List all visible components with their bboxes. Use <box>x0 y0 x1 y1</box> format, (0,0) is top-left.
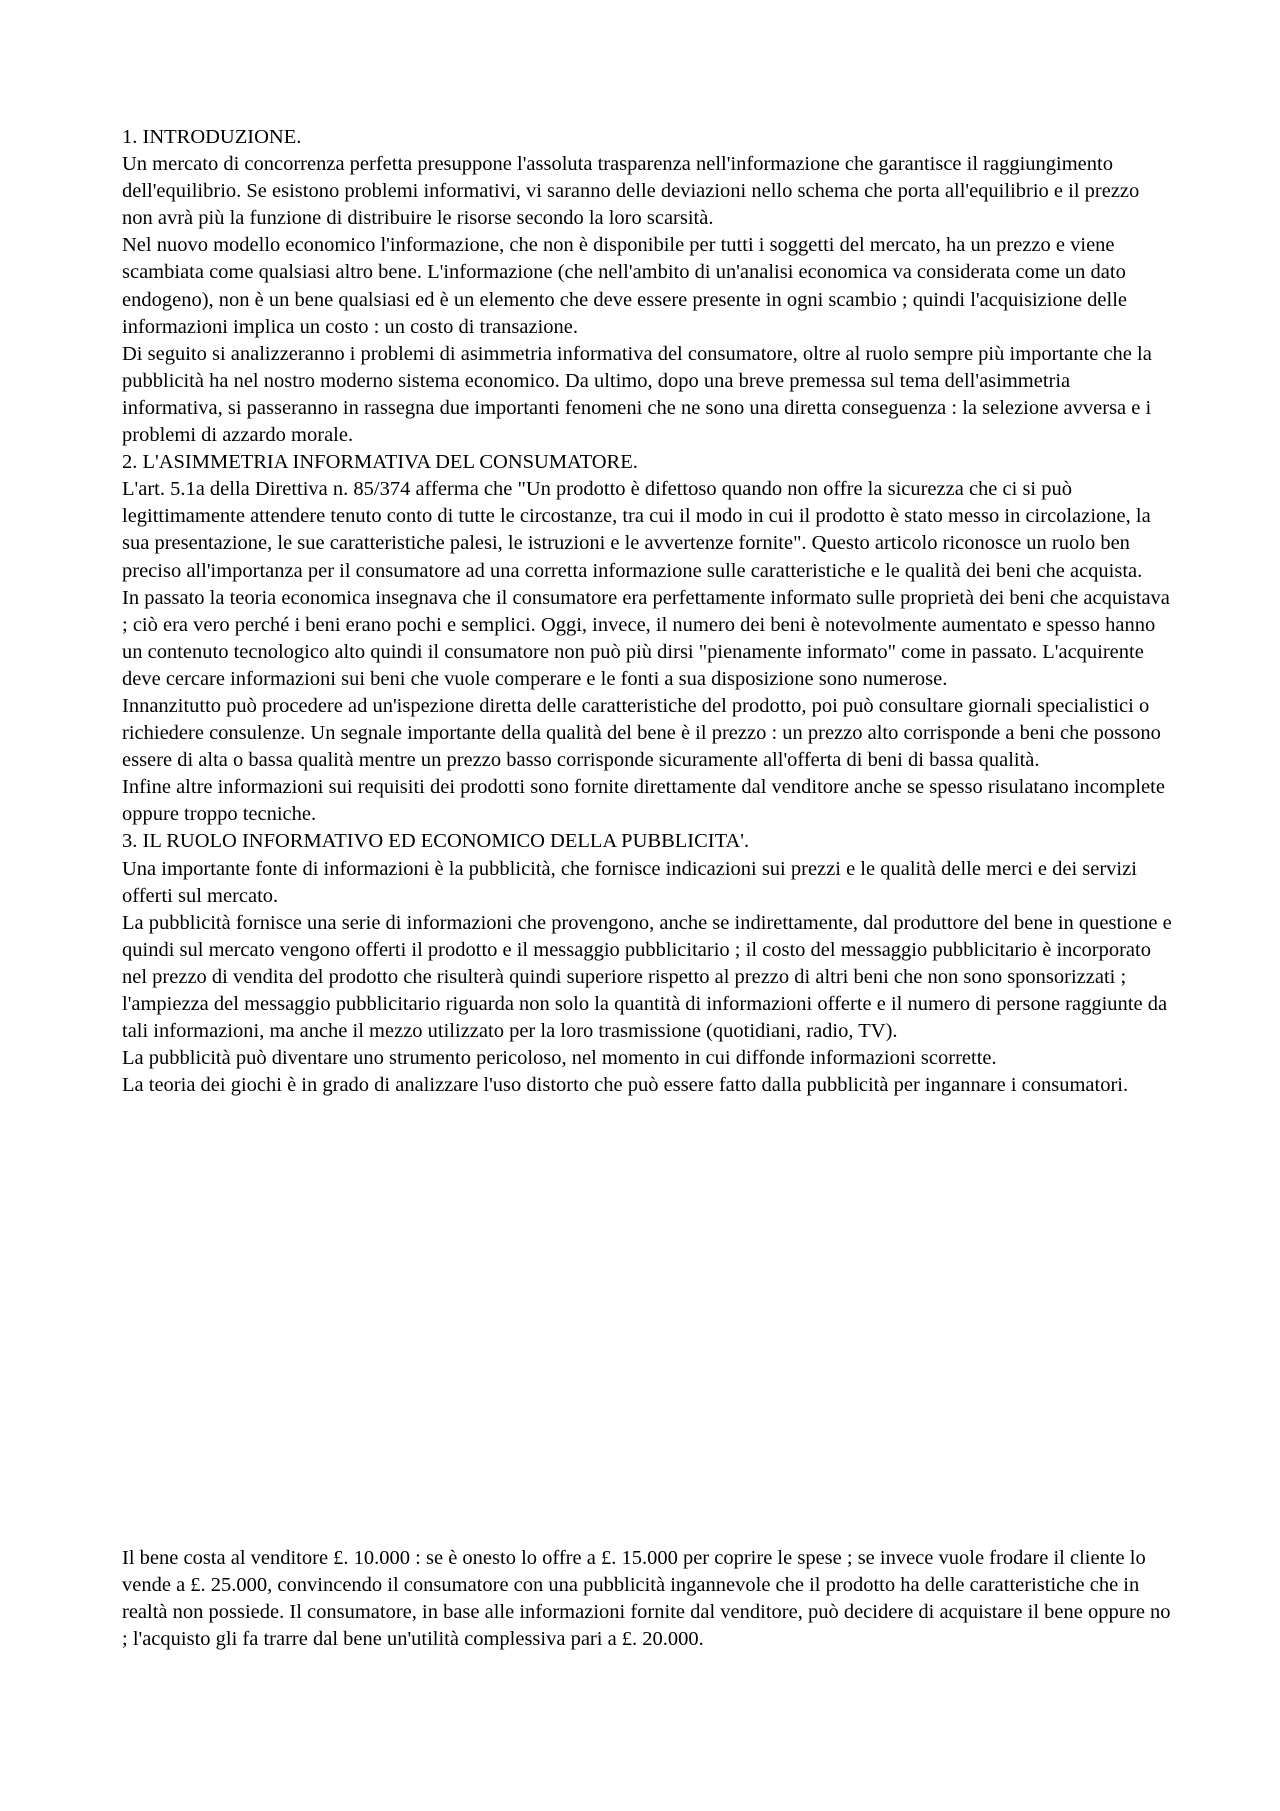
document-body <box>122 124 1172 1099</box>
paragraph: La teoria dei giochi è in grado di analizzare l'uso distorto che può essere fatto dalla pubblicità per ingannare i consumatori. <box>122 1074 1129 1097</box>
section-heading-asimmetria: 2. L'ASIMMETRIA INFORMATIVA DEL CONSUMATORE. <box>122 451 638 474</box>
paragraph: Infine altre informazioni sui requisiti dei prodotti sono fornite direttamente dal venditore anche se spesso risulatano incomplete oppure troppo tecniche. <box>122 776 1165 826</box>
section-heading-pubblicita: 3. IL RUOLO INFORMATIVO ED ECONOMICO DELLA PUBBLICITA'. <box>122 830 750 853</box>
paragraph: La pubblicità fornisce una serie di informazioni che provengono, anche se indirettamente, dal produttore del bene in questione e quindi sul mercato vengono offerti il prodotto e il messaggio pubblicitario ; il costo del messaggio pubblicitario è incorporato nel prezzo di vendita del prodotto che risulterà quindi superiore rispetto al prezzo di altri beni che non sono sponsorizzati ; l'ampiezza del messaggio pubblicitario riguarda non solo la quantità di informazioni offerte e il numero di persone raggiunte da tali informazioni, ma anche il mezzo utilizzato per la loro trasmissione (quotidiani, radio, TV). <box>122 911 1172 1043</box>
paragraph: La pubblicità può diventare uno strumento pericoloso, nel momento in cui diffonde informazioni scorrette. <box>122 1047 997 1070</box>
paragraph: Una importante fonte di informazioni è la pubblicità, che fornisce indicazioni sui prezzi e le qualità delle merci e dei servizi offerti sul mercato. <box>122 857 1137 907</box>
paragraph: Di seguito si analizzeranno i problemi di asimmetria informativa del consumatore, oltre al ruolo sempre più importante che la pubblicità ha nel nostro moderno sistema economico. Da ultimo, dopo una breve premessa sul tema dell'asimmetria informativa, si passeranno in rassegna due importanti fenomeni che ne sono una diretta conseguenza : la selezione avversa e i problemi di azzardo morale. <box>122 342 1152 447</box>
paragraph: Nel nuovo modello economico l'informazione, che non è disponibile per tutti i soggetti del mercato, ha un prezzo e viene scambiata come qualsiasi altro bene. L'informazione (che nell'ambito di un'analisi economica va considerata come un dato endogeno), non è un bene qualsiasi ed è un elemento che deve essere presente in ogni scambio ; quindi l'acquisizione delle informazioni implica un costo : un costo di transazione. <box>122 234 1128 338</box>
paragraph: In passato la teoria economica insegnava che il consumatore era perfettamente informato sulle proprietà dei beni che acquistava ; ciò era vero perché i beni erano pochi e semplici. Oggi, invece, il numero dei beni è notevolmente aumentato e spesso hanno un contenuto tecnologico alto quindi il consumatore non può più dirsi "pienamente informato" come in passato. L'acquirente deve cercare informazioni sui beni che vuole comperare e le fonti a sua disposizione sono numerose. <box>122 586 1170 690</box>
paragraph: Un mercato di concorrenza perfetta presuppone l'assoluta trasparenza nell'informazione che garantisce il raggiungimento dell'equilibrio. Se esistono problemi informativi, vi saranno delle deviazioni nello schema che porta all'equilibrio e il prezzo non avrà più la funzione di distribuire le risorse secondo la loro scarsità. <box>122 153 1140 230</box>
paragraph: Innanzitutto può procedere ad un'ispezione diretta delle caratteristiche del prodotto, poi può consultare giornali specialistici o richiedere consulenze. Un segnale importante della qualità del bene è il prezzo : un prezzo alto corrisponde a beni che possono essere di alta o bassa qualità mentre un prezzo basso corrisponde sicuramente all'offerta di beni di bassa qualità. <box>122 694 1161 772</box>
section-heading-introduzione: 1. INTRODUZIONE. <box>122 126 302 148</box>
paragraph: Il bene costa al venditore £. 10.000 : se è onesto lo offre a £. 15.000 per coprire le spese ; se invece vuole frodare il cliente lo vende a £. 25.000, convincendo il consumatore con una pubblicità ingannevole che il prodotto ha delle caratteristiche che in realtà non possiede. Il consumatore, in base alle informazioni fornite dal venditore, può decidere di acquistare il bene oppure no ; l'acquisto gli fa trarre dal bene un'utilità complessiva pari a £. 20.000. <box>122 1547 1171 1651</box>
example-block <box>122 1545 1172 1653</box>
paragraph: L'art. 5.1a della Direttiva n. 85/374 afferma che "Un prodotto è difettoso quando non offre la sicurezza che ci si può legittimamente attendere tenuto conto di tutte le circostanze, tra cui il modo in cui il prodotto è stato messo in circolazione, la sua presentazione, le sue caratteristiche palesi, le istruzioni e le avvertenze fornite". Questo articolo riconosce un ruolo ben preciso all'importanza per il consumatore ad una corretta informazione sulle caratteristiche e le qualità dei beni che acquista. <box>122 478 1151 582</box>
